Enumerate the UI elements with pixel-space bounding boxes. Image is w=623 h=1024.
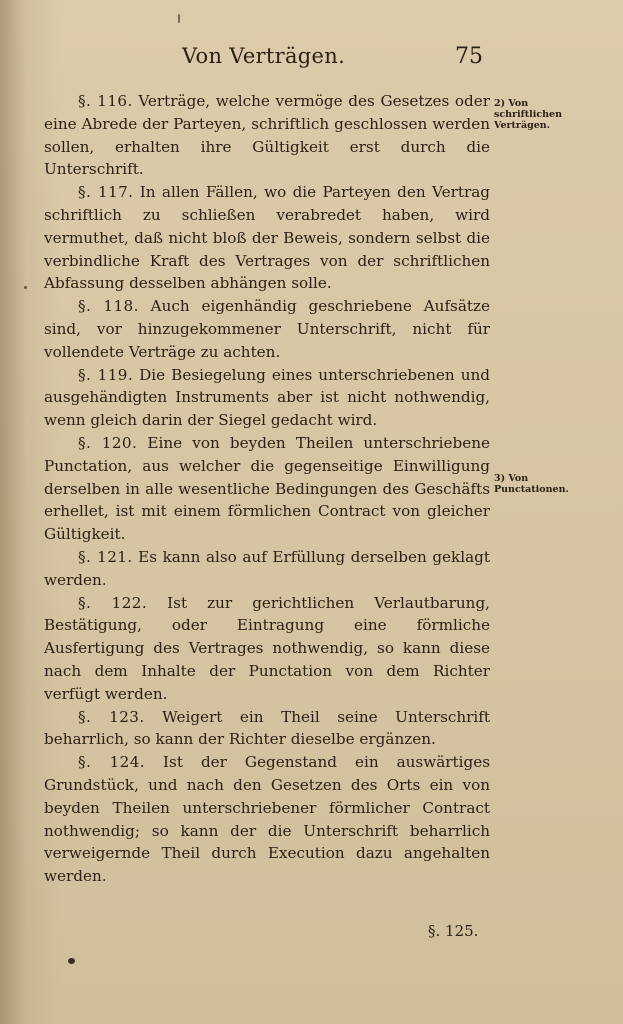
paragraph-124 <box>44 751 490 888</box>
body-text <box>44 90 490 888</box>
marginal-note-punctations: 3) Von Punctationen. <box>494 473 569 495</box>
paragraph-118 <box>44 295 490 363</box>
paragraph-text: Weigert ein Theil seine Unterschrift beharrlich, so kann der Richter dieselbe ergänzen. <box>44 707 491 749</box>
section-number: §. 124. <box>78 753 146 772</box>
paragraph-123 <box>44 706 490 752</box>
paragraph-text: In allen Fällen, wo die Parteyen den Vertrag schriftlich zu schließen verabredet haben, wird vermuthet, daß nicht bloß der Beweis, sondern selbst die verbindliche Kraft des Vertrages von der schriftlichen Abfassung desselben abhängen solle. <box>44 183 490 293</box>
paper-spot <box>24 286 27 289</box>
section-number: §. 120. <box>78 433 138 452</box>
ink-blot <box>68 958 75 964</box>
paragraph-120 <box>44 432 490 546</box>
section-number: §. 116. <box>78 92 133 110</box>
section-number: §. 118. <box>78 297 139 316</box>
section-number: §. 117. <box>78 183 134 202</box>
marginal-note-written-contracts: 2) Von schriftlichen Verträgen. <box>494 98 562 131</box>
paragraph-text: Eine von beyden Theilen unterschriebene Punctation, aus welcher die gegenseitige Einwilligung derselben in alle wesentliche Bedingungen des Geschäfts erhellet, ist mit einem förmlichen Contract von gleicher Gültigkeit. <box>44 433 490 544</box>
paragraph-text: Ist zur gerichtlichen Verlautbarung, Bestätigung, oder Eintragung eine förmliche Ausfertigung des Vertrages nothwendig, so kann diese nach dem Inhalte der Punctation von dem Richter verfügt werden. <box>44 593 491 703</box>
running-head <box>0 44 623 74</box>
paragraph-text: Ist der Gegenstand ein auswärtiges Grundstück, und nach den Gesetzen des Orts ein von beyden Theilen unterschriebener förmlicher Contract nothwendig; so kann der die Unterschrift beharrlich verweigernde Theil durch Execution dazu angehalten werden. <box>44 753 491 886</box>
paragraph-text: Es kann also auf Erfüllung derselben geklagt werden. <box>44 547 490 589</box>
page-title: Von Verträgen. <box>182 44 346 68</box>
paragraph-119 <box>44 364 490 432</box>
paragraph-text: Die Besiegelung eines unterschriebenen und ausgehändigten Instruments aber ist nicht nothwendig, wenn gleich darin der Siegel gedacht wird. <box>44 365 490 430</box>
page-number: 75 <box>455 44 483 69</box>
paragraph-116 <box>44 90 490 181</box>
paragraph-text: Auch eigenhändig geschriebene Aufsätze sind, vor hinzugekommener Unterschrift, nicht für vollendete Verträge zu achten. <box>44 297 491 361</box>
paragraph-121 <box>44 546 490 592</box>
paragraph-text: Verträge, welche vermöge des Gesetzes oder eine Abrede der Parteyen, schriftlich geschlossen werden sollen, erhalten ihre Gültigkeit erst durch die Unterschrift. <box>44 92 491 179</box>
section-number: §. 123. <box>78 707 145 726</box>
section-number: §. 121. <box>78 547 133 566</box>
ink-speck <box>178 14 180 23</box>
catchword: §. 125. <box>428 922 479 940</box>
paragraph-117 <box>44 181 490 295</box>
paragraph-122 <box>44 592 490 706</box>
section-number: §. 122. <box>78 593 148 612</box>
section-number: §. 119. <box>78 365 134 384</box>
